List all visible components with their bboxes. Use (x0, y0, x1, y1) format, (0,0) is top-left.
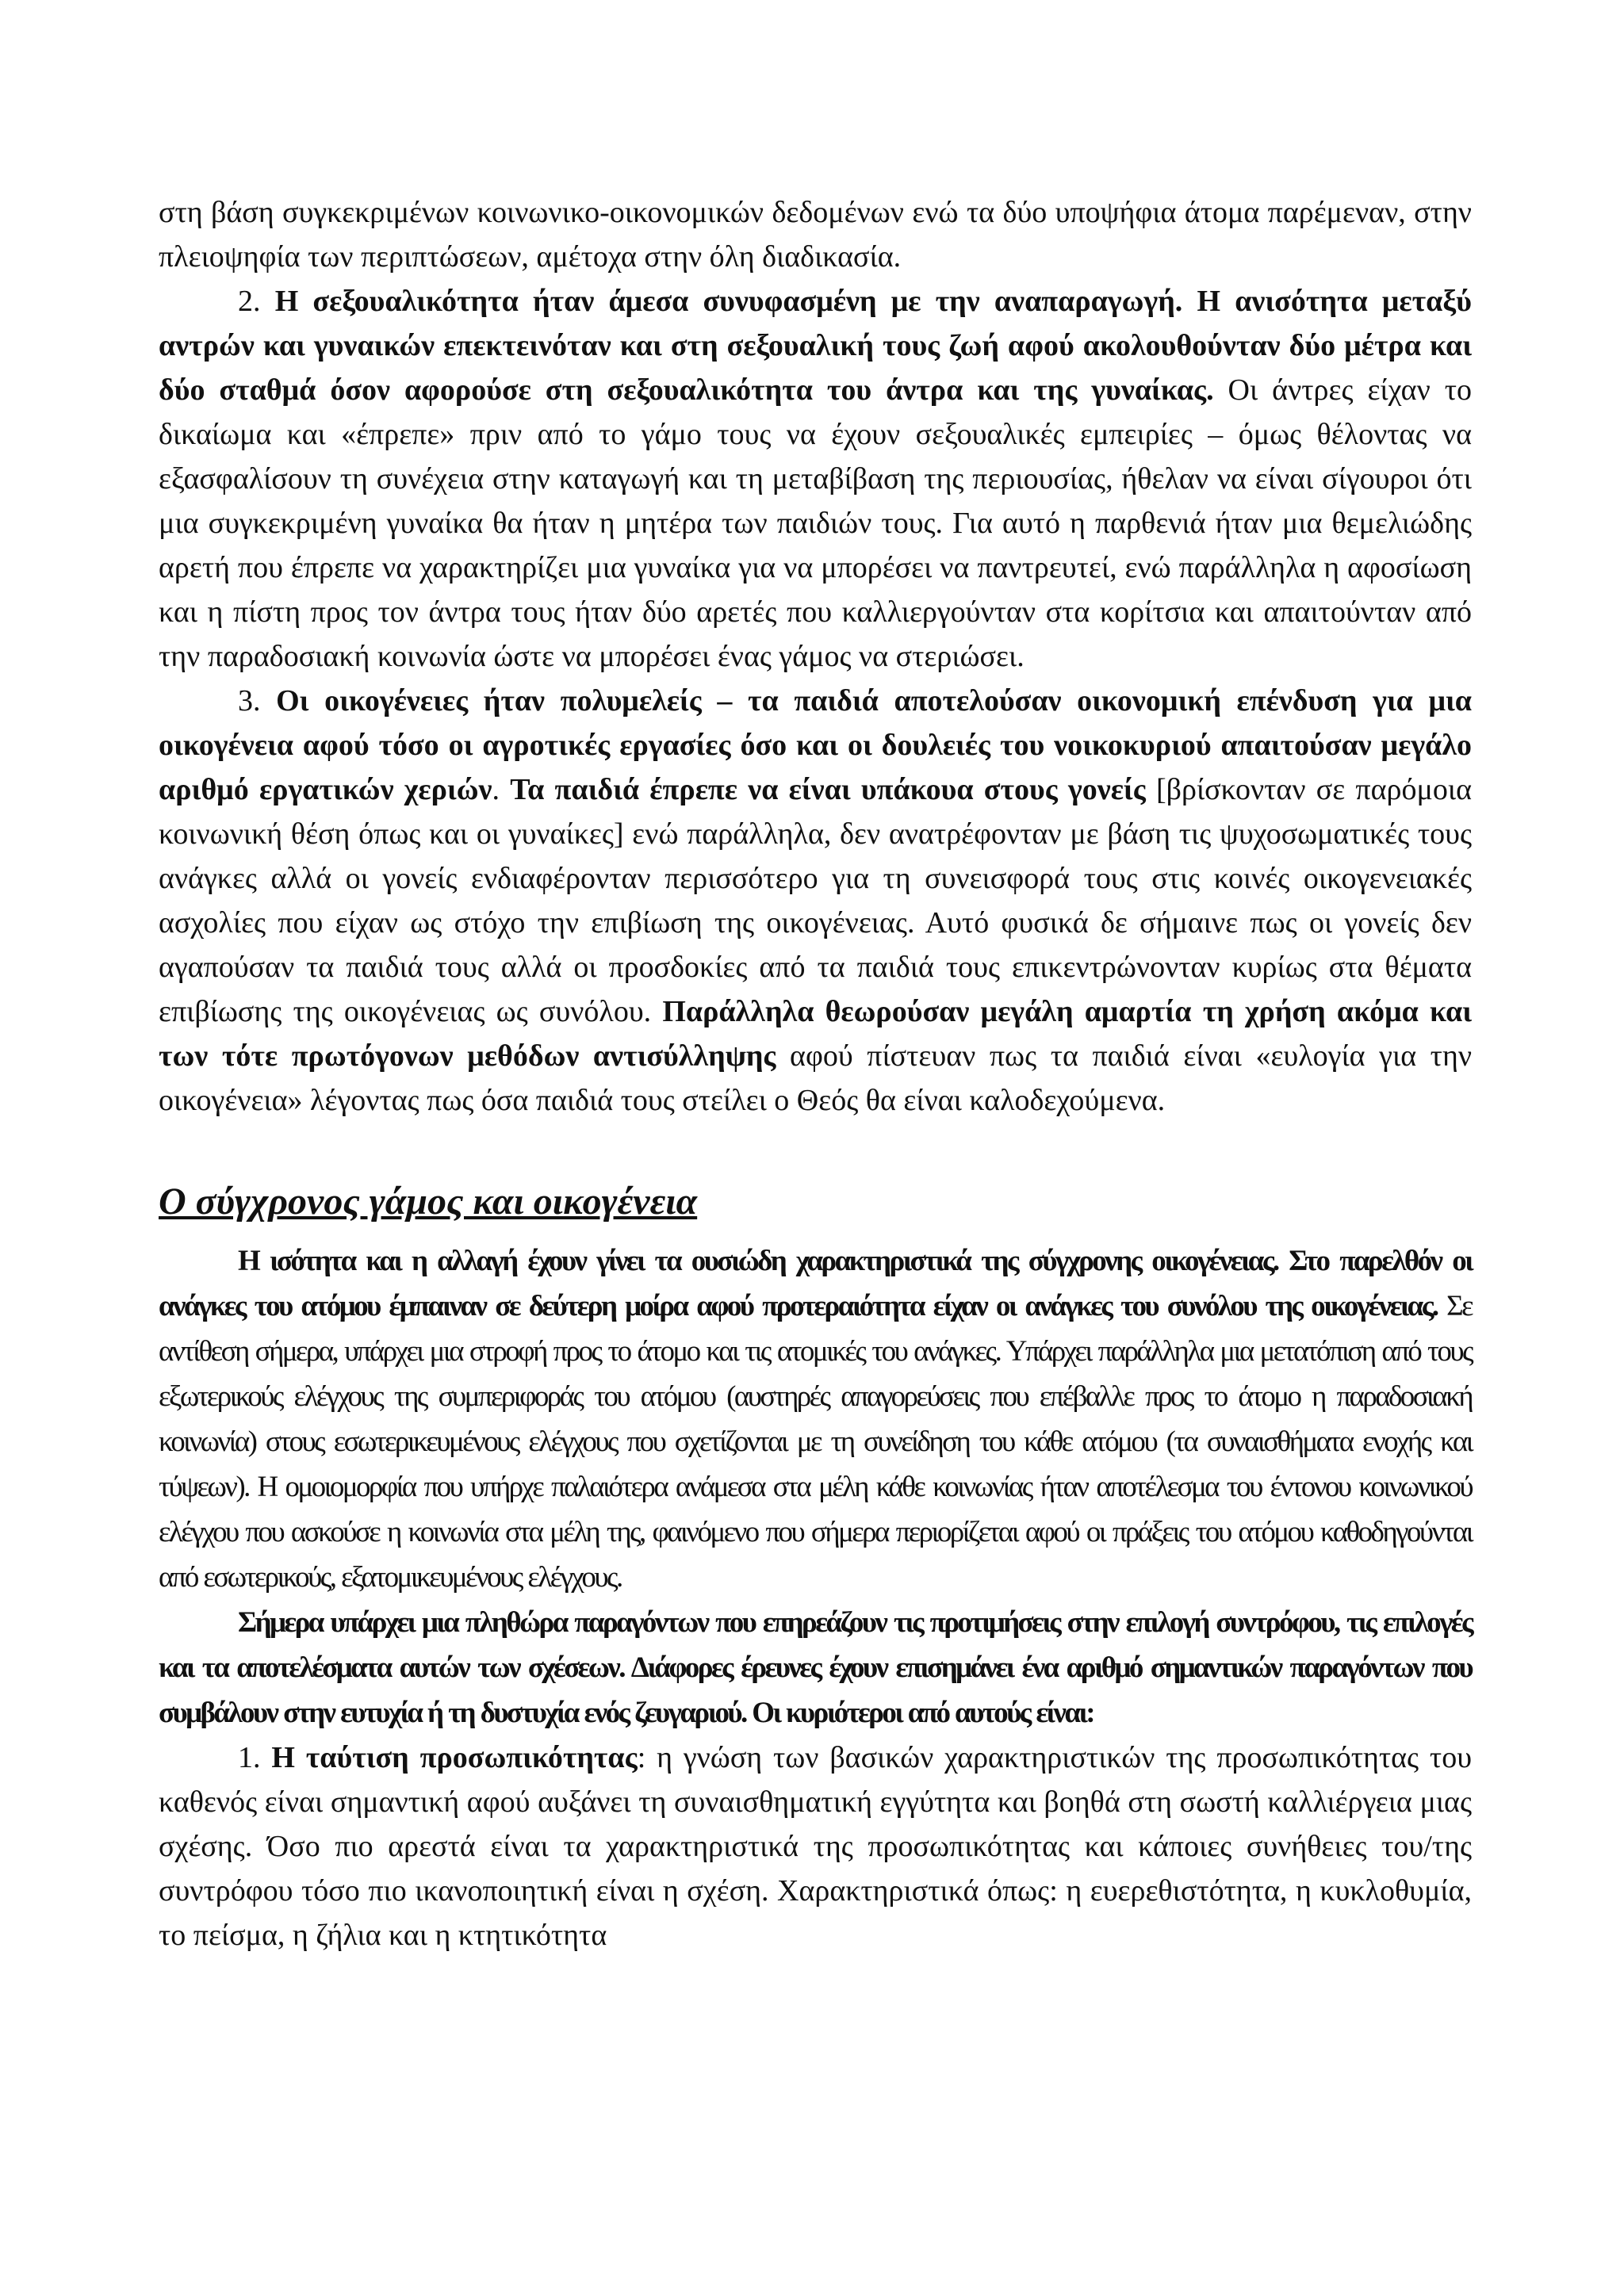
paragraph-text: αφού πίστευαν πως τα παιδιά είναι «ευλογία για την οικογένεια» λέγοντας πως όσα παιδιά τους στείλει ο Θεός θα είναι καλοδεχούμενα. (159, 1039, 1473, 1117)
bold-statement: Τα παιδιά έπρεπε να είναι υπάκουα στους γονείς (510, 773, 1146, 806)
paragraph-text: . (492, 773, 511, 806)
paragraph-continuation (159, 190, 1472, 279)
list-number: 1. (238, 1741, 272, 1774)
list-item-sexuality (159, 279, 1472, 679)
bold-statement: Σήμερα υπάρχει μια πληθώρα παραγόντων που επηρεάζουν τις προτιμήσεις στην επιλογή συντρόφου, τις επιλογές και τα αποτελέσματα αυτών των σχέσεων. Διάφορες έρευνες έχουν επισημάνει ένα αριθμό σημαντικών παραγόντων που συμβάλουν στην ευτυχία ή τη δυστυχία ενός ζευγαριού. Οι κυριότεροι από αυτούς είναι: (159, 1606, 1472, 1729)
list-item-families (159, 679, 1472, 1123)
bold-statement: Παράλληλα θεωρούσαν μεγάλη αμαρτία τη χρήση ακόμα και των τότε πρωτόγονων μεθόδων αντισύλληψης (159, 995, 1472, 1073)
bold-statement: Η σεξουαλικότητα ήταν άμεσα συνυφασμένη με την αναπαραγωγή. Η ανισότητα μεταξύ αντρών και γυναικών επεκτεινόταν και στη σεξουαλική τους ζωή αφού ακολουθούνταν δύο μέτρα και δύο σταθμά όσον αφορούσε στη σεξουαλικότητα του άντρα και της γυναίκας. (159, 285, 1472, 407)
paragraph-text: στη βάση συγκεκριμένων κοινωνικο-οικονομικών δεδομένων ενώ τα δύο υποψήφια άτομα παρέμεναν, στην πλειοψηφία των περιπτώσεων, αμέτοχα στην όλη διαδικασία. (159, 196, 1472, 274)
list-item-personality (159, 1735, 1472, 1957)
list-number: 2. (238, 285, 275, 318)
bold-statement: Η ταύτιση προσωπικότητας (271, 1741, 638, 1774)
paragraph-text: : η γνώση των βασικών χαρακτηριστικών της προσωπικότητας του καθενός είναι σημαντική αφού αυξάνει τη συναισθηματική εγγύτητα και βοηθά στη σωστή καλλιέργεια μιας σχέσης. Όσο πιο αρεστά είναι τα χαρακτηριστικά της προσωπικότητας και κάποιες συνήθειες του/της συντρόφου τόσο πιο ικανοποιητική είναι η σχέση. Χαρακτηριστικά όπως: η ευερεθιστότητα, η κυκλοθυμία, το πείσμα, η ζήλια και η κτητικότητα (159, 1741, 1473, 1952)
paragraph-text: Σε αντίθεση σήμερα, υπάρχει μια στροφή προς το άτομο και τις ατομικές του ανάγκες. Υπάρχει παράλληλα μια μετατόπιση από τους εξωτερικούς ελέγχους της συμπεριφοράς του ατόμου (αυστηρές απαγορεύσεις που επέβαλλε προς το άτομο η παραδοσιακή κοινωνία) στους εσωτερικευμένους ελέγχους που σχετίζονται με τη συνείδηση του κάθε ατόμου (τα συναισθήματα ενοχής και τύψεων). Η ομοιομορφία που υπήρχε παλαιότερα ανάμεσα στα μέλη κάθε κοινωνίας ήταν αποτέλεσμα του έντονου κοινωνικού ελέγχου που ασκούσε η κοινωνία στα μέλη της, φαινόμενο που σήμερα περιορίζεται αφού οι πράξεις του ατόμου καθοδηγούνται από εσωτερικούς, εξατομικευμένους ελέγχους. (159, 1290, 1472, 1594)
section-heading: Ο σύγχρονος γάμος και οικογένεια (159, 1181, 698, 1223)
paragraph-factors (159, 1600, 1472, 1735)
bold-statement: Οι οικογένειες ήταν πολυμελείς – τα παιδιά αποτελούσαν οικονομική επένδυση για μια οικογένεια αφού τόσο οι αγροτικές εργασίες όσο και οι δουλειές του νοικοκυριού απαιτούσαν μεγάλο αριθμό εργατικών χεριών (159, 684, 1473, 806)
list-number: 3. (238, 684, 277, 718)
bold-statement: Η ισότητα και η αλλαγή έχουν γίνει τα ουσιώδη χαρακτηριστικά της σύγχρονης οικογένειας. Στο παρελθόν οι ανάγκες του ατόμου έμπαιναν σε δεύτερη μοίρα αφού προτεραιότητα είχαν οι ανάγκες του συνόλου της οικογένειας. (159, 1245, 1472, 1322)
paragraph-equality (159, 1238, 1472, 1600)
paragraph-text: [βρίσκονταν σε παρόμοια κοινωνική θέση όπως και οι γυναίκες] ενώ παράλληλα, δεν ανατρέφονταν με βάση τις ψυχοσωματικές τους ανάγκες αλλά οι γονείς ενδιαφέρονταν περισσότερο για τη συνεισφορά τους στις κοινές οικογενειακές ασχολίες που είχαν ως στόχο την επιβίωση της οικογένειας. Αυτό φυσικά δε σήμαινε πως οι γονείς δεν αγαπούσαν τα παιδιά τους αλλά οι προσδοκίες από τα παιδιά τους επικεντρώνονταν κυρίως στα θέματα επιβίωσης της οικογένειας ως συνόλου. (159, 773, 1472, 1028)
paragraph-text: Οι άντρες είχαν το δικαίωμα και «έπρεπε» πριν από το γάμο τους να έχουν σεξουαλικές εμπειρίες – όμως θέλοντας να εξασφαλίσουν τη συνέχεια στην καταγωγή και τη μεταβίβαση της περιουσίας, ήθελαν να είναι σίγουροι ότι μια συγκεκριμένη γυναίκα θα ήταν η μητέρα των παιδιών τους. Για αυτό η παρθενιά ήταν μια θεμελιώδης αρετή που έπρεπε να χαρακτηρίζει μια γυναίκα για να μπορέσει να παντρευτεί, ενώ παράλληλα η αφοσίωση και η πίστη προς τον άντρα τους ήταν δύο αρετές που καλλιεργούνταν στα κορίτσια και απαιτούνταν από την παραδοσιακή κοινωνία ώστε να μπορέσει ένας γάμος να στεριώσει. (159, 373, 1472, 673)
